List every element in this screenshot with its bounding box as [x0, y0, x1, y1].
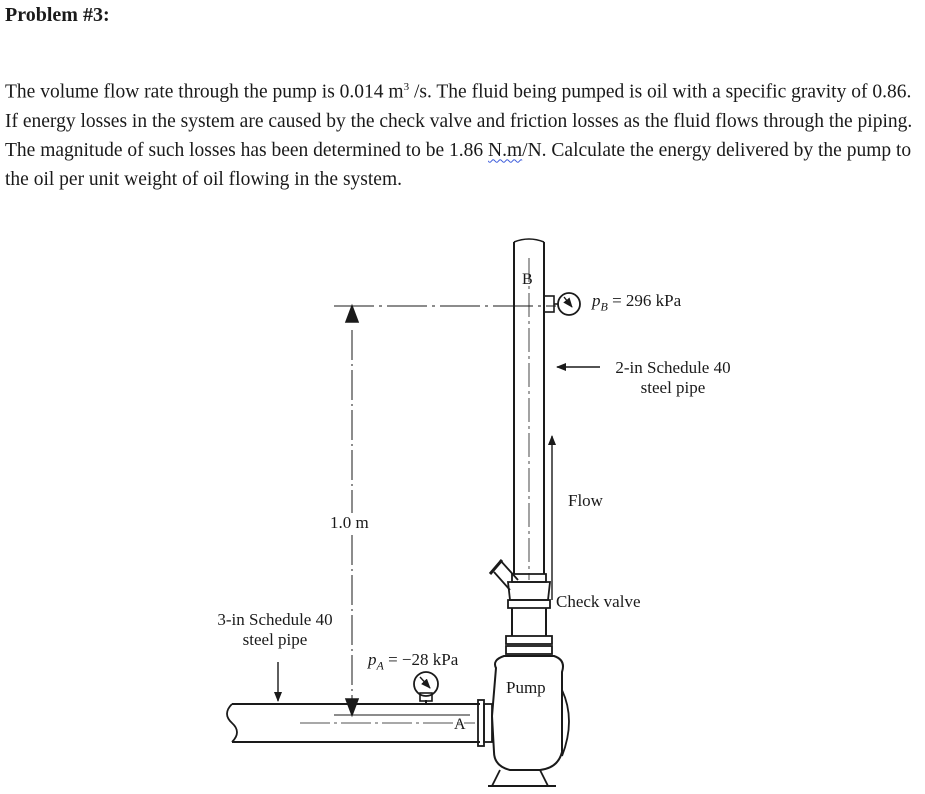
check-valve-label: Check valve [556, 592, 641, 611]
pump-flange [506, 636, 552, 654]
statement-part-1: The volume flow rate through the pump is 0.014 m [5, 81, 404, 103]
lower-pipe [227, 700, 492, 746]
statement-part-2: /s. The fluid being pumped is oil with a specific gravity of 0.86. If energy losses in the system are caused by the check valve and friction losses as the fluid flows through the piping. The magnitude of such losses has been determined to be 1.86 [5, 81, 913, 161]
flow-label: Flow [568, 491, 603, 510]
statement-unit: N.m [488, 139, 523, 161]
problem-title: Problem #3: [5, 4, 110, 26]
pressure-b-label: $p_B = 296$ kPa [592, 291, 682, 314]
gauge-b [544, 293, 580, 315]
pressure-a-label: $p_A = -28$ kPa [368, 650, 459, 673]
upper-pipe [514, 239, 544, 580]
pump-body [488, 656, 569, 786]
height-dimension [346, 306, 358, 715]
statement-part-3: /N. Calculate the energy delivered by the pump to the oil per unit weight of oil flowing in the system. [5, 139, 912, 190]
upper-pipe-label: 2-in Schedule 40 steel pipe [615, 358, 731, 397]
height-label: 1.0 m [330, 513, 369, 532]
lower-pipe-label: 3-in Schedule 40 steel pipe [217, 610, 333, 649]
statement-exponent: 3 [403, 81, 410, 93]
check-valve [490, 560, 550, 636]
point-b-label: B [522, 271, 533, 288]
point-a-label: A [454, 716, 466, 733]
pump-label: Pump [506, 678, 546, 697]
gauge-a [414, 672, 438, 704]
